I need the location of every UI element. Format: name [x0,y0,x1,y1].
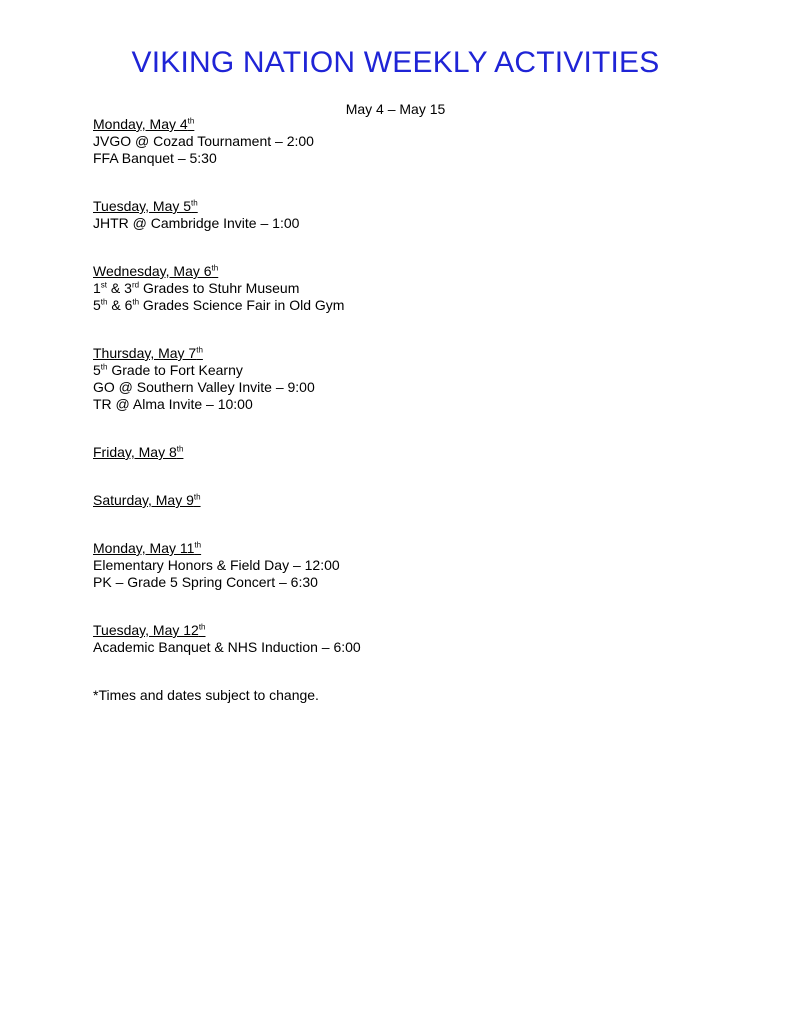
activity-text: Elementary Honors & Field Day – 12:00 [93,557,340,573]
activity-text: & 3 [107,280,132,296]
activity-item [93,215,693,232]
ordinal-suffix: th [198,622,206,632]
disclaimer-note: *Times and dates subject to change. [93,687,319,703]
activity-text: Grade to Fort Kearny [107,362,243,378]
day-section [93,116,693,167]
day-section [93,492,693,509]
ordinal-suffix: th [194,540,202,550]
day-heading [93,444,693,461]
activity-text: TR @ Alma Invite – 10:00 [93,396,253,412]
day-heading [93,198,693,215]
activity-text: 5 [93,362,101,378]
day-heading [93,116,693,133]
ordinal-suffix: th [100,297,108,307]
day-heading [93,263,693,280]
activity-text: FFA Banquet – 5:30 [93,150,217,166]
day-heading-text: Friday, May 8 [93,444,177,460]
day-section [93,345,693,413]
ordinal-suffix: th [211,263,219,273]
ordinal-suffix: th [187,116,195,126]
ordinal-suffix: th [193,492,201,502]
day-heading-text: Tuesday, May 5 [93,198,192,214]
ordinal-suffix: st [100,280,108,290]
activity-text: JVGO @ Cozad Tournament – 2:00 [93,133,314,149]
day-heading [93,345,693,362]
activities-list [93,116,693,704]
day-heading-text: Monday, May 11 [93,540,195,556]
ordinal-suffix: th [100,362,108,372]
activity-item [93,280,693,297]
day-heading-text: Saturday, May 9 [93,492,194,508]
activity-text: 1 [93,280,101,296]
day-heading [93,492,693,509]
activity-item [93,557,693,574]
ordinal-suffix: rd [131,280,140,290]
activity-item [93,396,693,413]
day-heading-text: Tuesday, May 12 [93,622,199,638]
activity-item [93,639,693,656]
day-heading [93,540,693,557]
activity-text: GO @ Southern Valley Invite – 9:00 [93,379,315,395]
ordinal-suffix: th [176,444,184,454]
day-section [93,444,693,461]
day-heading-text: Thursday, May 7 [93,345,197,361]
day-heading [93,622,693,639]
day-heading-text: Wednesday, May 6 [93,263,212,279]
activity-item [93,150,693,167]
activity-item [93,297,693,314]
day-heading-text: Monday, May 4 [93,116,188,132]
activity-text: Grades Science Fair in Old Gym [139,297,345,313]
day-sections [93,116,693,656]
page-title: VIKING NATION WEEKLY ACTIVITIES [131,46,660,79]
ordinal-suffix: th [196,345,203,355]
activity-text: Grades to Stuhr Museum [139,280,300,296]
date-range [0,101,791,117]
activity-item [93,379,693,396]
activity-item [93,133,693,150]
activity-text: PK – Grade 5 Spring Concert – 6:30 [93,574,318,590]
ordinal-suffix: th [191,198,198,208]
ordinal-suffix: th [132,297,140,307]
day-section [93,198,693,232]
activity-text: Academic Banquet & NHS Induction – 6:00 [93,639,361,655]
day-section [93,622,693,656]
activity-item [93,362,693,379]
activity-text: 5 [93,297,101,313]
day-section [93,540,693,591]
activity-text: JHTR @ Cambridge Invite – 1:00 [93,215,300,231]
day-section [93,263,693,314]
activity-item [93,574,693,591]
activity-text: & 6 [107,297,133,313]
date-range-text: May 4 – May 15 [345,101,446,117]
